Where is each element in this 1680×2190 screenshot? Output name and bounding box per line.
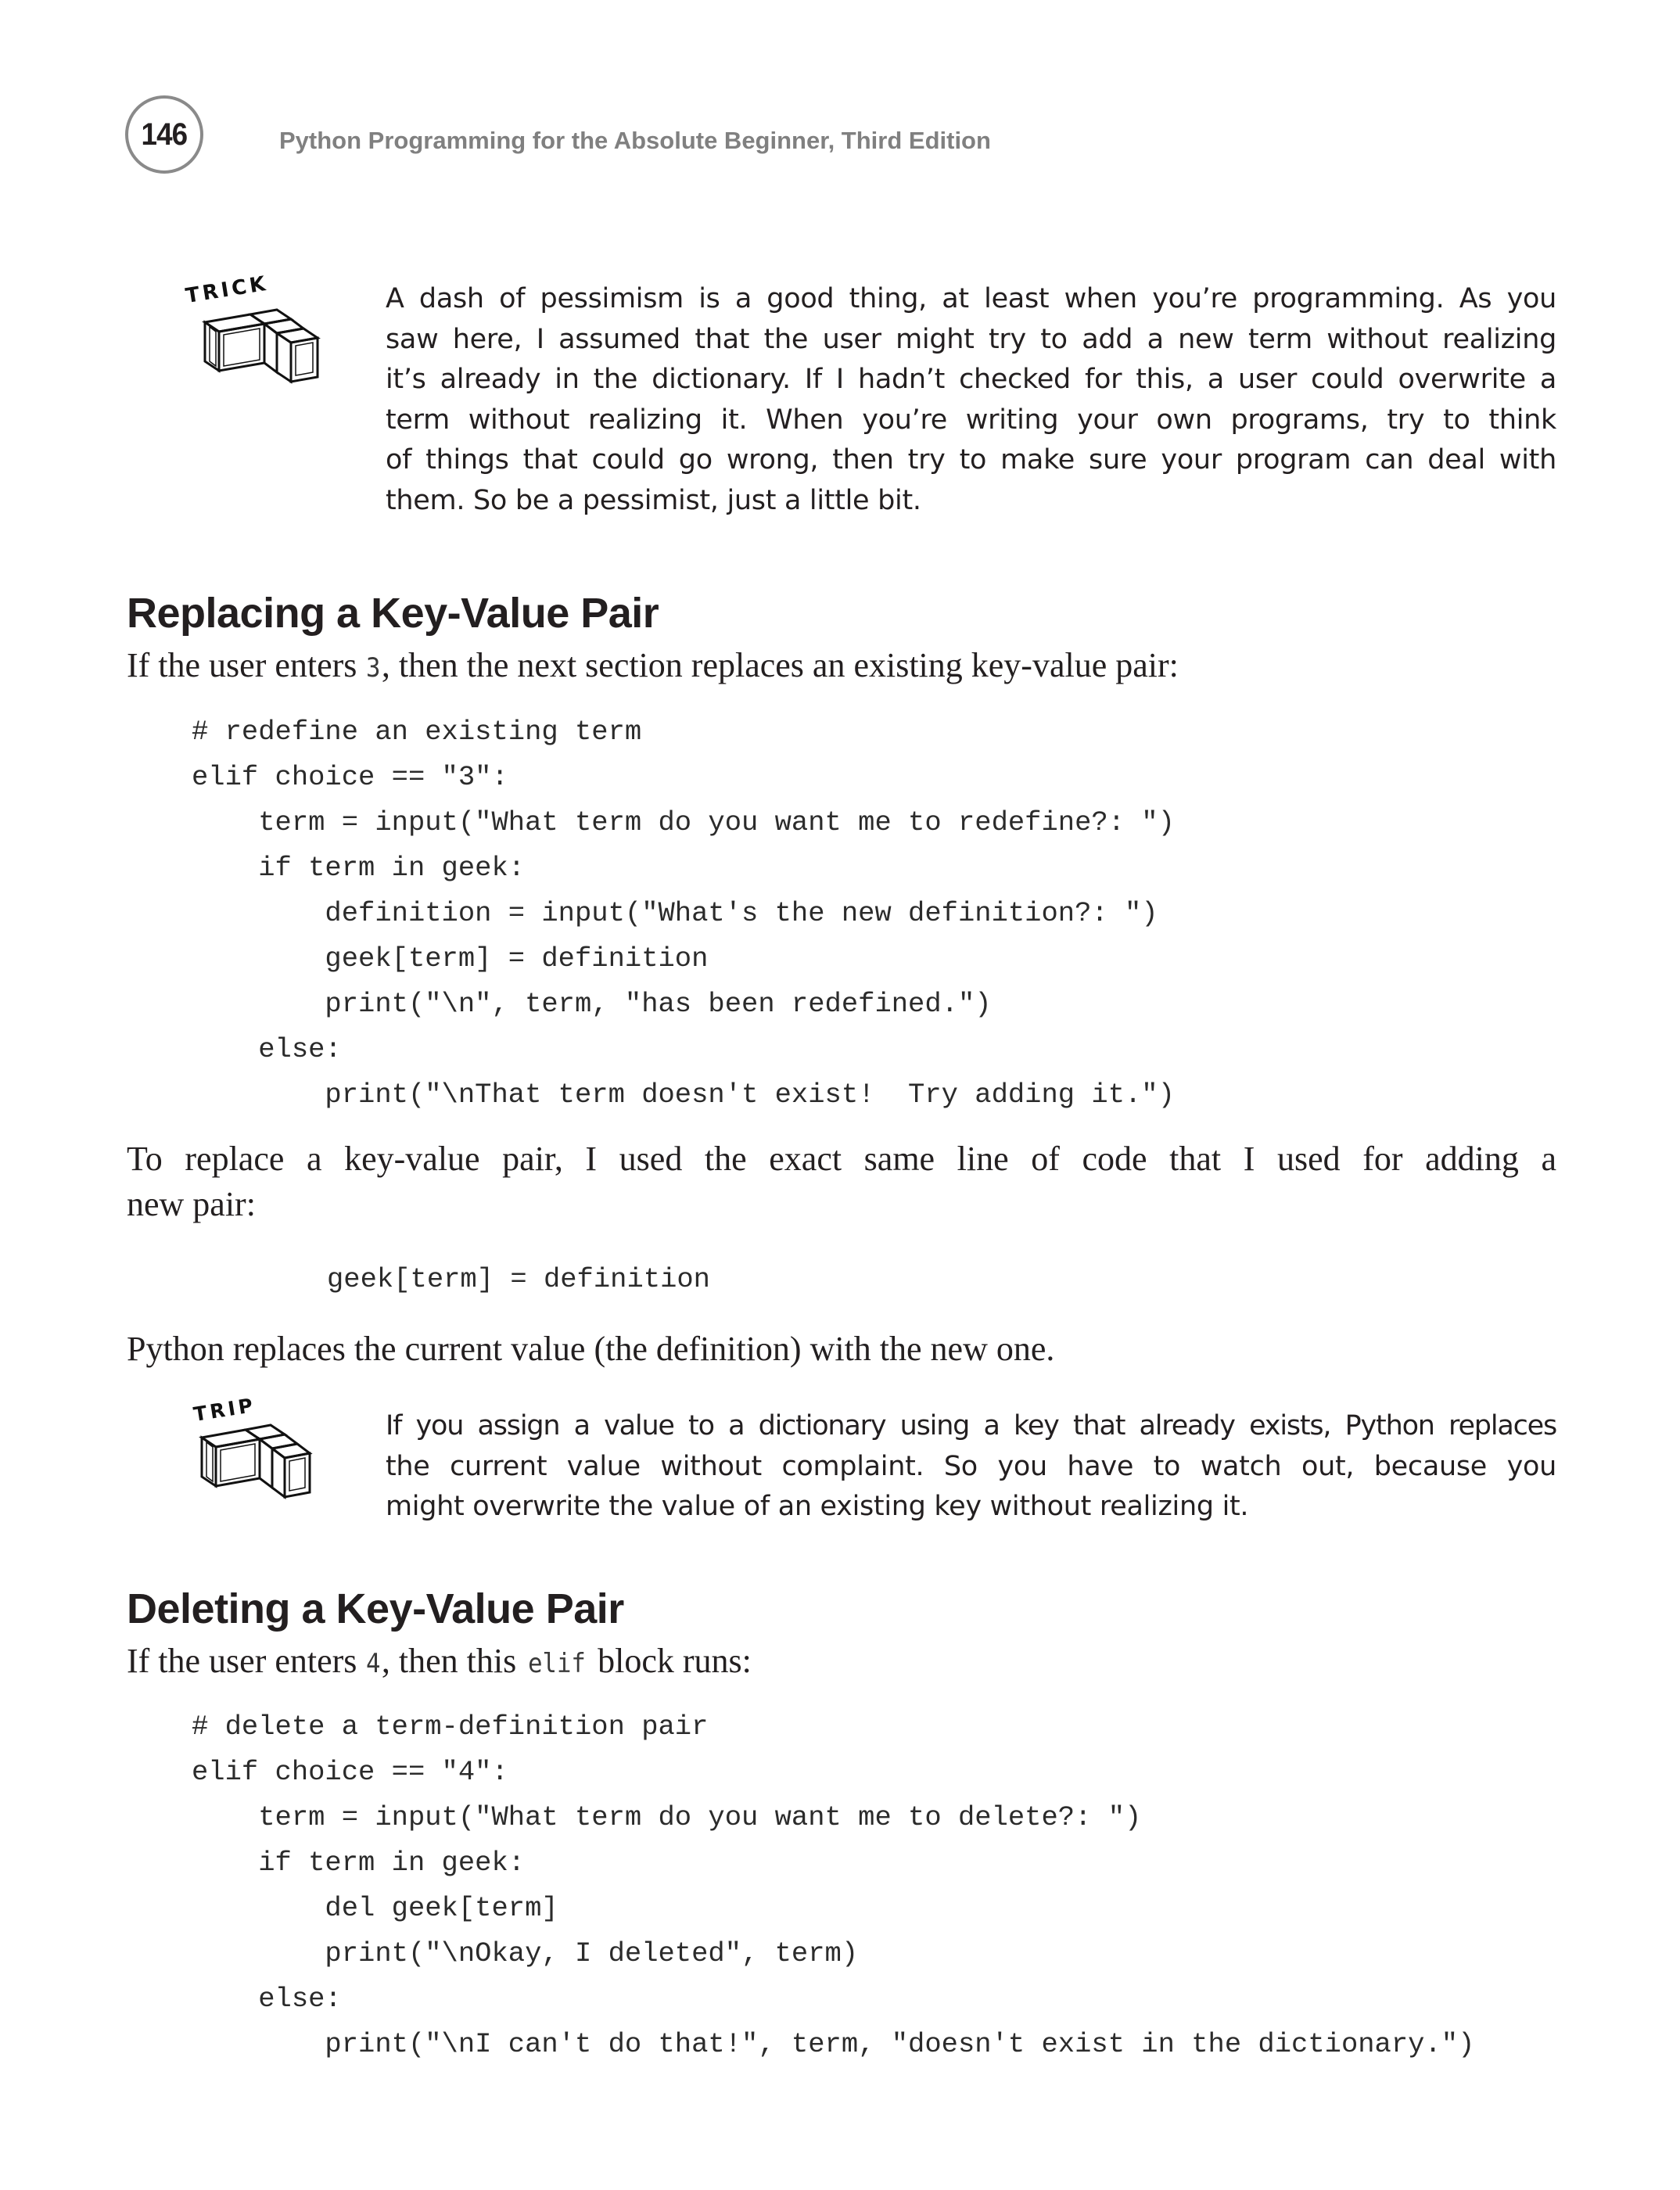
code-line: else: [192, 1033, 342, 1065]
replace-paragraph-line: new pair: [127, 1185, 256, 1223]
code-line: print("\nI can't do that!", term, "doesn't exist in the dictionary.") [192, 2028, 1475, 2060]
trip-note [386, 1406, 1556, 1531]
trip-label: TRIP [192, 1393, 257, 1426]
code-line: del geek[term] [192, 1892, 558, 1924]
code-line: print("\nOkay, I deleted", term) [192, 1937, 859, 1969]
cubes-icon [192, 1400, 341, 1517]
cubes-icon [186, 282, 335, 399]
note-line: A dash of pessimism is a good thing, at least when you’re programming. As you [386, 283, 1556, 314]
code-line: else: [192, 1983, 342, 2015]
code-line: geek[term] = definition [192, 942, 709, 975]
code-line: term = input("What term do you want me to redefine?: ") [192, 806, 1175, 838]
trick-icon [184, 271, 335, 399]
replace-paragraph-line: To replace a key-value pair, I used the exact same line of code that I used for adding a [127, 1140, 1556, 1178]
trick-note [386, 278, 1556, 529]
code-line: term = input("What term do you want me to delete?: ") [192, 1801, 1142, 1833]
intro-text: , then this [381, 1642, 526, 1680]
note-line: them. So be a pessimist, just a little bit. [386, 485, 921, 516]
code-line: definition = input("What's the new definition?: ") [192, 897, 1158, 929]
code-line: elif choice == "4": [192, 1756, 508, 1788]
code-line: print("\n", term, "has been redefined.") [192, 988, 992, 1020]
replace-summary: Python replaces the current value (the definition) with the new one. [127, 1330, 1055, 1368]
code-line: if term in geek: [192, 1847, 526, 1879]
note-line: saw here, I assumed that the user might try to add a new term without realizing [386, 324, 1556, 355]
intro-text: block runs: [589, 1642, 752, 1680]
inline-code: 4 [366, 1648, 381, 1679]
intro-text: If the user enters [127, 1642, 366, 1680]
intro-text: , then the next section replaces an existing key-value pair: [381, 646, 1179, 684]
note-line: it’s already in the dictionary. If I hadn’t checked for this, a user could overwrite a [386, 364, 1556, 395]
replace-intro [127, 644, 1179, 690]
intro-text: If the user enters [127, 646, 366, 684]
delete-intro [127, 1639, 752, 1686]
section-heading-replace: Replacing a Key-Value Pair [127, 590, 659, 637]
code-line: # delete a term-definition pair [192, 1711, 709, 1743]
inline-code: 3 [366, 652, 381, 684]
section-heading-delete: Deleting a Key-Value Pair [127, 1585, 624, 1632]
note-line: might overwrite the value of an existing key without realizing it. [386, 1491, 1249, 1522]
running-title: Python Programming for the Absolute Beginner, Third Edition [279, 127, 991, 154]
inline-code: elif [528, 1648, 587, 1679]
code-line: elif choice == "3": [192, 761, 508, 793]
trick-label: TRICK [184, 271, 271, 308]
note-line: the current value without complaint. So you have to watch out, because you [386, 1451, 1556, 1482]
code-line: if term in geek: [192, 852, 526, 884]
trip-icon [192, 1393, 341, 1517]
note-line: of things that could go wrong, then try to make sure your program can deal with [386, 444, 1556, 476]
code-line: print("\nThat term doesn't exist! Try adding it.") [192, 1079, 1175, 1111]
page-number-badge [125, 95, 203, 174]
code-line: # redefine an existing term [192, 716, 642, 748]
note-line: If you assign a value to a dictionary using a key that already exists, Python replaces [386, 1410, 1556, 1441]
page-number: 146 [141, 117, 188, 152]
note-line: term without realizing it. When you’re writing your own programs, try to think [386, 404, 1556, 436]
code-snippet: geek[term] = definition [327, 1263, 710, 1295]
